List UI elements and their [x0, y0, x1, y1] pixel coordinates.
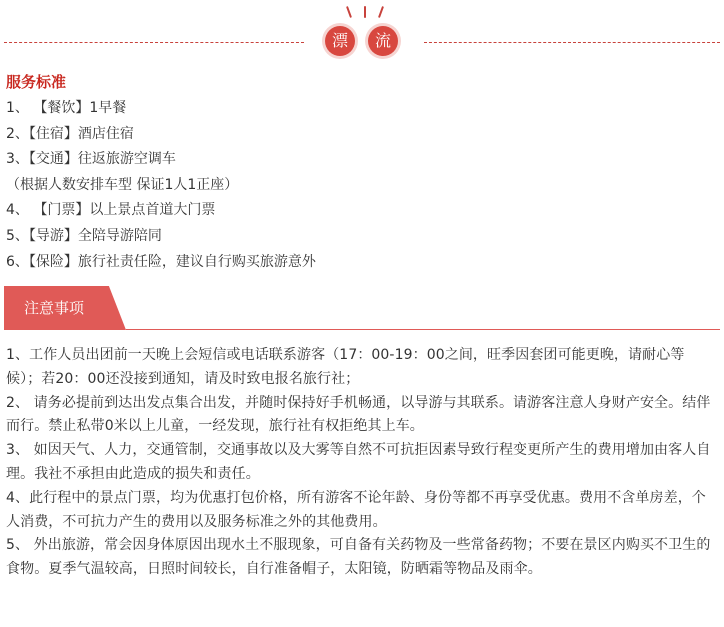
service-standard-list — [6, 96, 316, 275]
notice-item: 2、 请务必提前到达出发点集合出发，并随时保持好手机畅通，以导游与其联系。请游客注意人身财产安全。结伴而行。禁止私带0米以上儿童，一经发现，旅行社有权拒绝其上车。 — [6, 394, 711, 435]
dashed-divider-right — [424, 42, 720, 43]
notice-list — [6, 344, 718, 582]
notice-title: 注意事项 — [24, 299, 85, 317]
notice-item: 5、 外出旅游，常会因身体原因出现水土不服现象，可自备有关药物及一些常备药物；不要在景区内购买不卫生的食物。夏季气温较高，日照时间较长，自行准备帽子，太阳镜，防晒霜等物品及雨伞。 — [6, 537, 711, 578]
service-standard-title: 服务标准 — [6, 73, 67, 91]
service-item-insurance: 6、【保险】旅行社责任险，建议自行购买旅游意外 — [6, 253, 316, 270]
service-item-lodging: 2、【住宿】酒店住宿 — [6, 125, 134, 142]
notice-item: 1、工作人员出团前一天晚上会短信或电话联系游客（17：00-19：00之间，旺季因套团可能更晚，请耐心等候）；若20：00还没接到通知，请及时致电报名旅行社； — [6, 347, 685, 387]
service-item-guide: 5、【导游】全陪导游陪同 — [6, 227, 162, 244]
dashed-divider-left — [4, 42, 304, 43]
notice-item: 4、此行程中的景点门票，均为优惠打包价格，所有游客不论年龄、身份等都不再享受优惠。费用不含单房差，个人消费，不可抗力产生的费用以及服务标准之外的其他费用。 — [6, 489, 706, 530]
notice-header — [0, 286, 724, 330]
service-item-transport-note: （根据人数安排车型 保证1人1正座） — [6, 176, 239, 193]
service-item-transport: 3、【交通】往返旅游空调车 — [6, 151, 176, 168]
banner-circle-left: 漂 — [325, 26, 355, 56]
header-banner — [0, 0, 724, 72]
notice-underline — [126, 329, 720, 330]
notice-item: 3、 如因天气、人力，交通管制，交通事故以及大雾等自然不可抗拒因素导致行程变更所产生的费用增加由客人自理。我社不承担由此造成的损失和责任。 — [6, 442, 711, 482]
service-item-meal: 1、 【餐饮】1早餐 — [6, 100, 127, 116]
service-item-tickets: 4、 【门票】以上景点首道大门票 — [6, 202, 216, 219]
banner-circle-right: 流 — [368, 26, 398, 56]
decorative-ticks-icon — [346, 6, 386, 20]
